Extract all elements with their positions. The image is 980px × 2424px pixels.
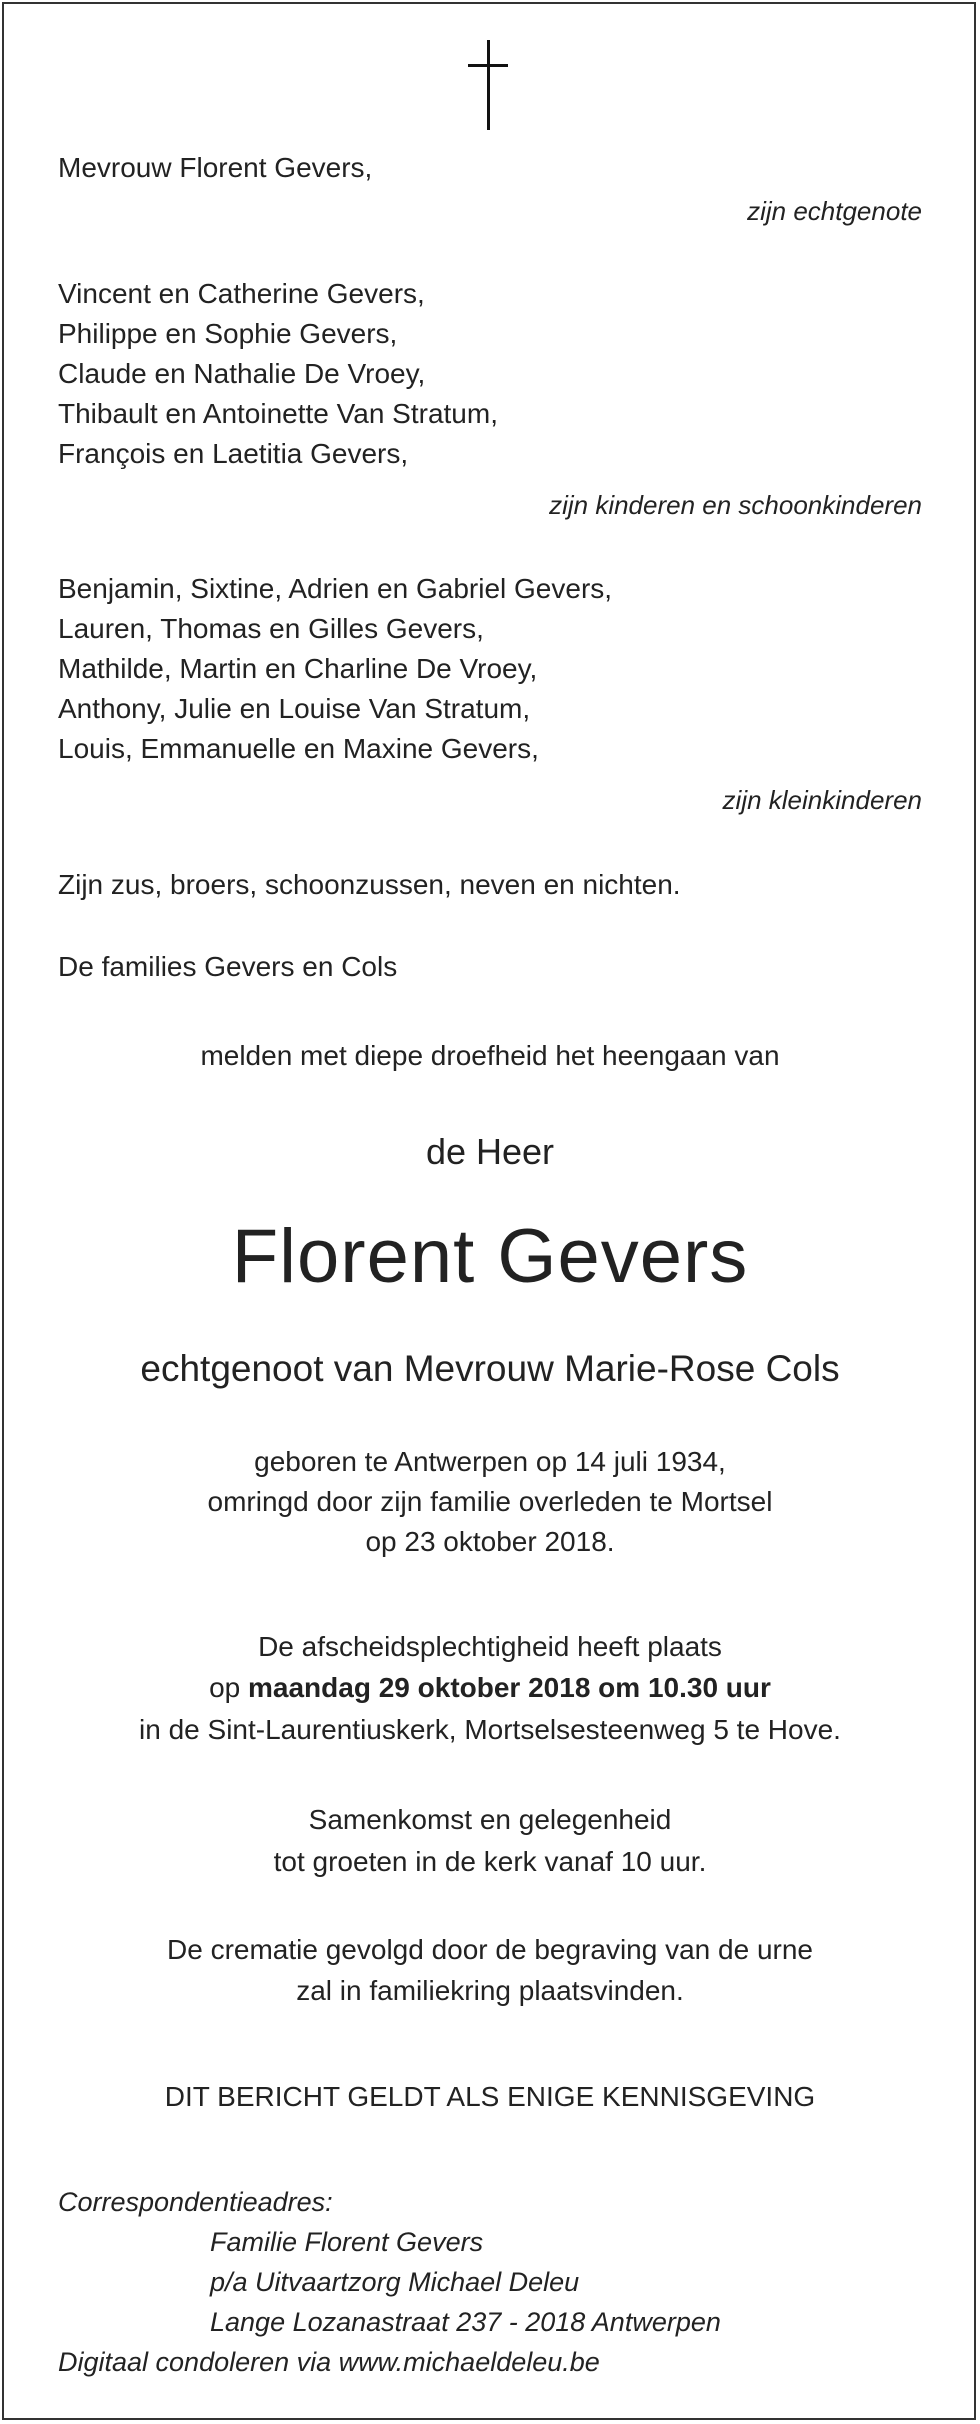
grandchildren-role: zijn kleinkinderen (722, 785, 922, 815)
child-line: Vincent en Catherine Gevers, (58, 278, 425, 309)
gathering-line-1: Samenkomst en gelegenheid (308, 1804, 672, 1835)
grandchild-line: Louis, Emmanuelle en Maxine Gevers, (58, 733, 539, 764)
spouse-of-line: echtgenoot van Mevrouw Marie-Rose Cols (140, 1348, 840, 1389)
correspondence-line-3: Lange Lozanastraat 237 - 2018 Antwerpen (210, 2307, 721, 2337)
child-line: François en Laetitia Gevers, (58, 438, 409, 469)
notice-line: DIT BERICHT GELDT ALS ENIGE KENNISGEVING (164, 2081, 816, 2112)
child-line: Philippe en Sophie Gevers, (58, 318, 398, 349)
grandchild-line: Lauren, Thomas en Gilles Gevers, (58, 613, 484, 644)
gathering-line-2: tot groeten in de kerk vanaf 10 uur. (273, 1846, 707, 1877)
correspondence-line-2: p/a Uitvaartzorg Michael Deleu (210, 2267, 580, 2297)
birth-line-3: op 23 oktober 2018. (365, 1526, 615, 1557)
child-line: Thibault en Antoinette Van Stratum, (58, 398, 498, 429)
families-line: De families Gevers en Cols (58, 951, 398, 982)
honorific: de Heer (425, 1131, 555, 1172)
grandchild-line: Anthony, Julie en Louise Van Stratum, (58, 693, 531, 724)
siblings-line: Zijn zus, broers, schoonzussen, neven en nichten. (58, 869, 681, 900)
deceased-name: Florent Gevers (231, 1214, 749, 1299)
spouse-role: zijn echtgenote (747, 196, 922, 226)
children-role: zijn kinderen en schoonkinderen (549, 490, 922, 520)
online-condolence-link[interactable]: Digitaal condoleren via www.michaeldeleu.be (58, 2347, 600, 2377)
correspondence-line-1: Familie Florent Gevers (210, 2227, 484, 2257)
ceremony-line-2 (0, 1668, 980, 1708)
cross-icon (468, 40, 508, 130)
ceremony-prefix: op (209, 1672, 249, 1703)
announce-line: melden met diepe droefheid het heengaan van (200, 1040, 780, 1071)
child-line: Claude en Nathalie De Vroey, (58, 358, 426, 389)
cremation-line-1: De crematie gevolgd door de begraving van de urne (167, 1934, 813, 1965)
correspondence-label: Correspondentieadres: (58, 2187, 333, 2217)
birth-line-1: geboren te Antwerpen op 14 juli 1934, (254, 1446, 726, 1477)
ceremony-line-3: in de Sint-Laurentiuskerk, Mortselsesteenweg 5 te Hove. (139, 1714, 841, 1745)
spouse-name: Mevrouw Florent Gevers, (58, 152, 373, 183)
grandchild-line: Benjamin, Sixtine, Adrien en Gabriel Gevers, (58, 573, 613, 604)
ceremony-line-1: De afscheidsplechtigheid heeft plaats (258, 1631, 722, 1662)
cremation-line-2: zal in familiekring plaatsvinden. (296, 1975, 684, 2006)
grandchild-line: Mathilde, Martin en Charline De Vroey, (58, 653, 538, 684)
ceremony-datetime: maandag 29 oktober 2018 om 10.30 uur (248, 1672, 771, 1703)
birth-line-2: omringd door zijn familie overleden te Mortsel (207, 1486, 773, 1517)
